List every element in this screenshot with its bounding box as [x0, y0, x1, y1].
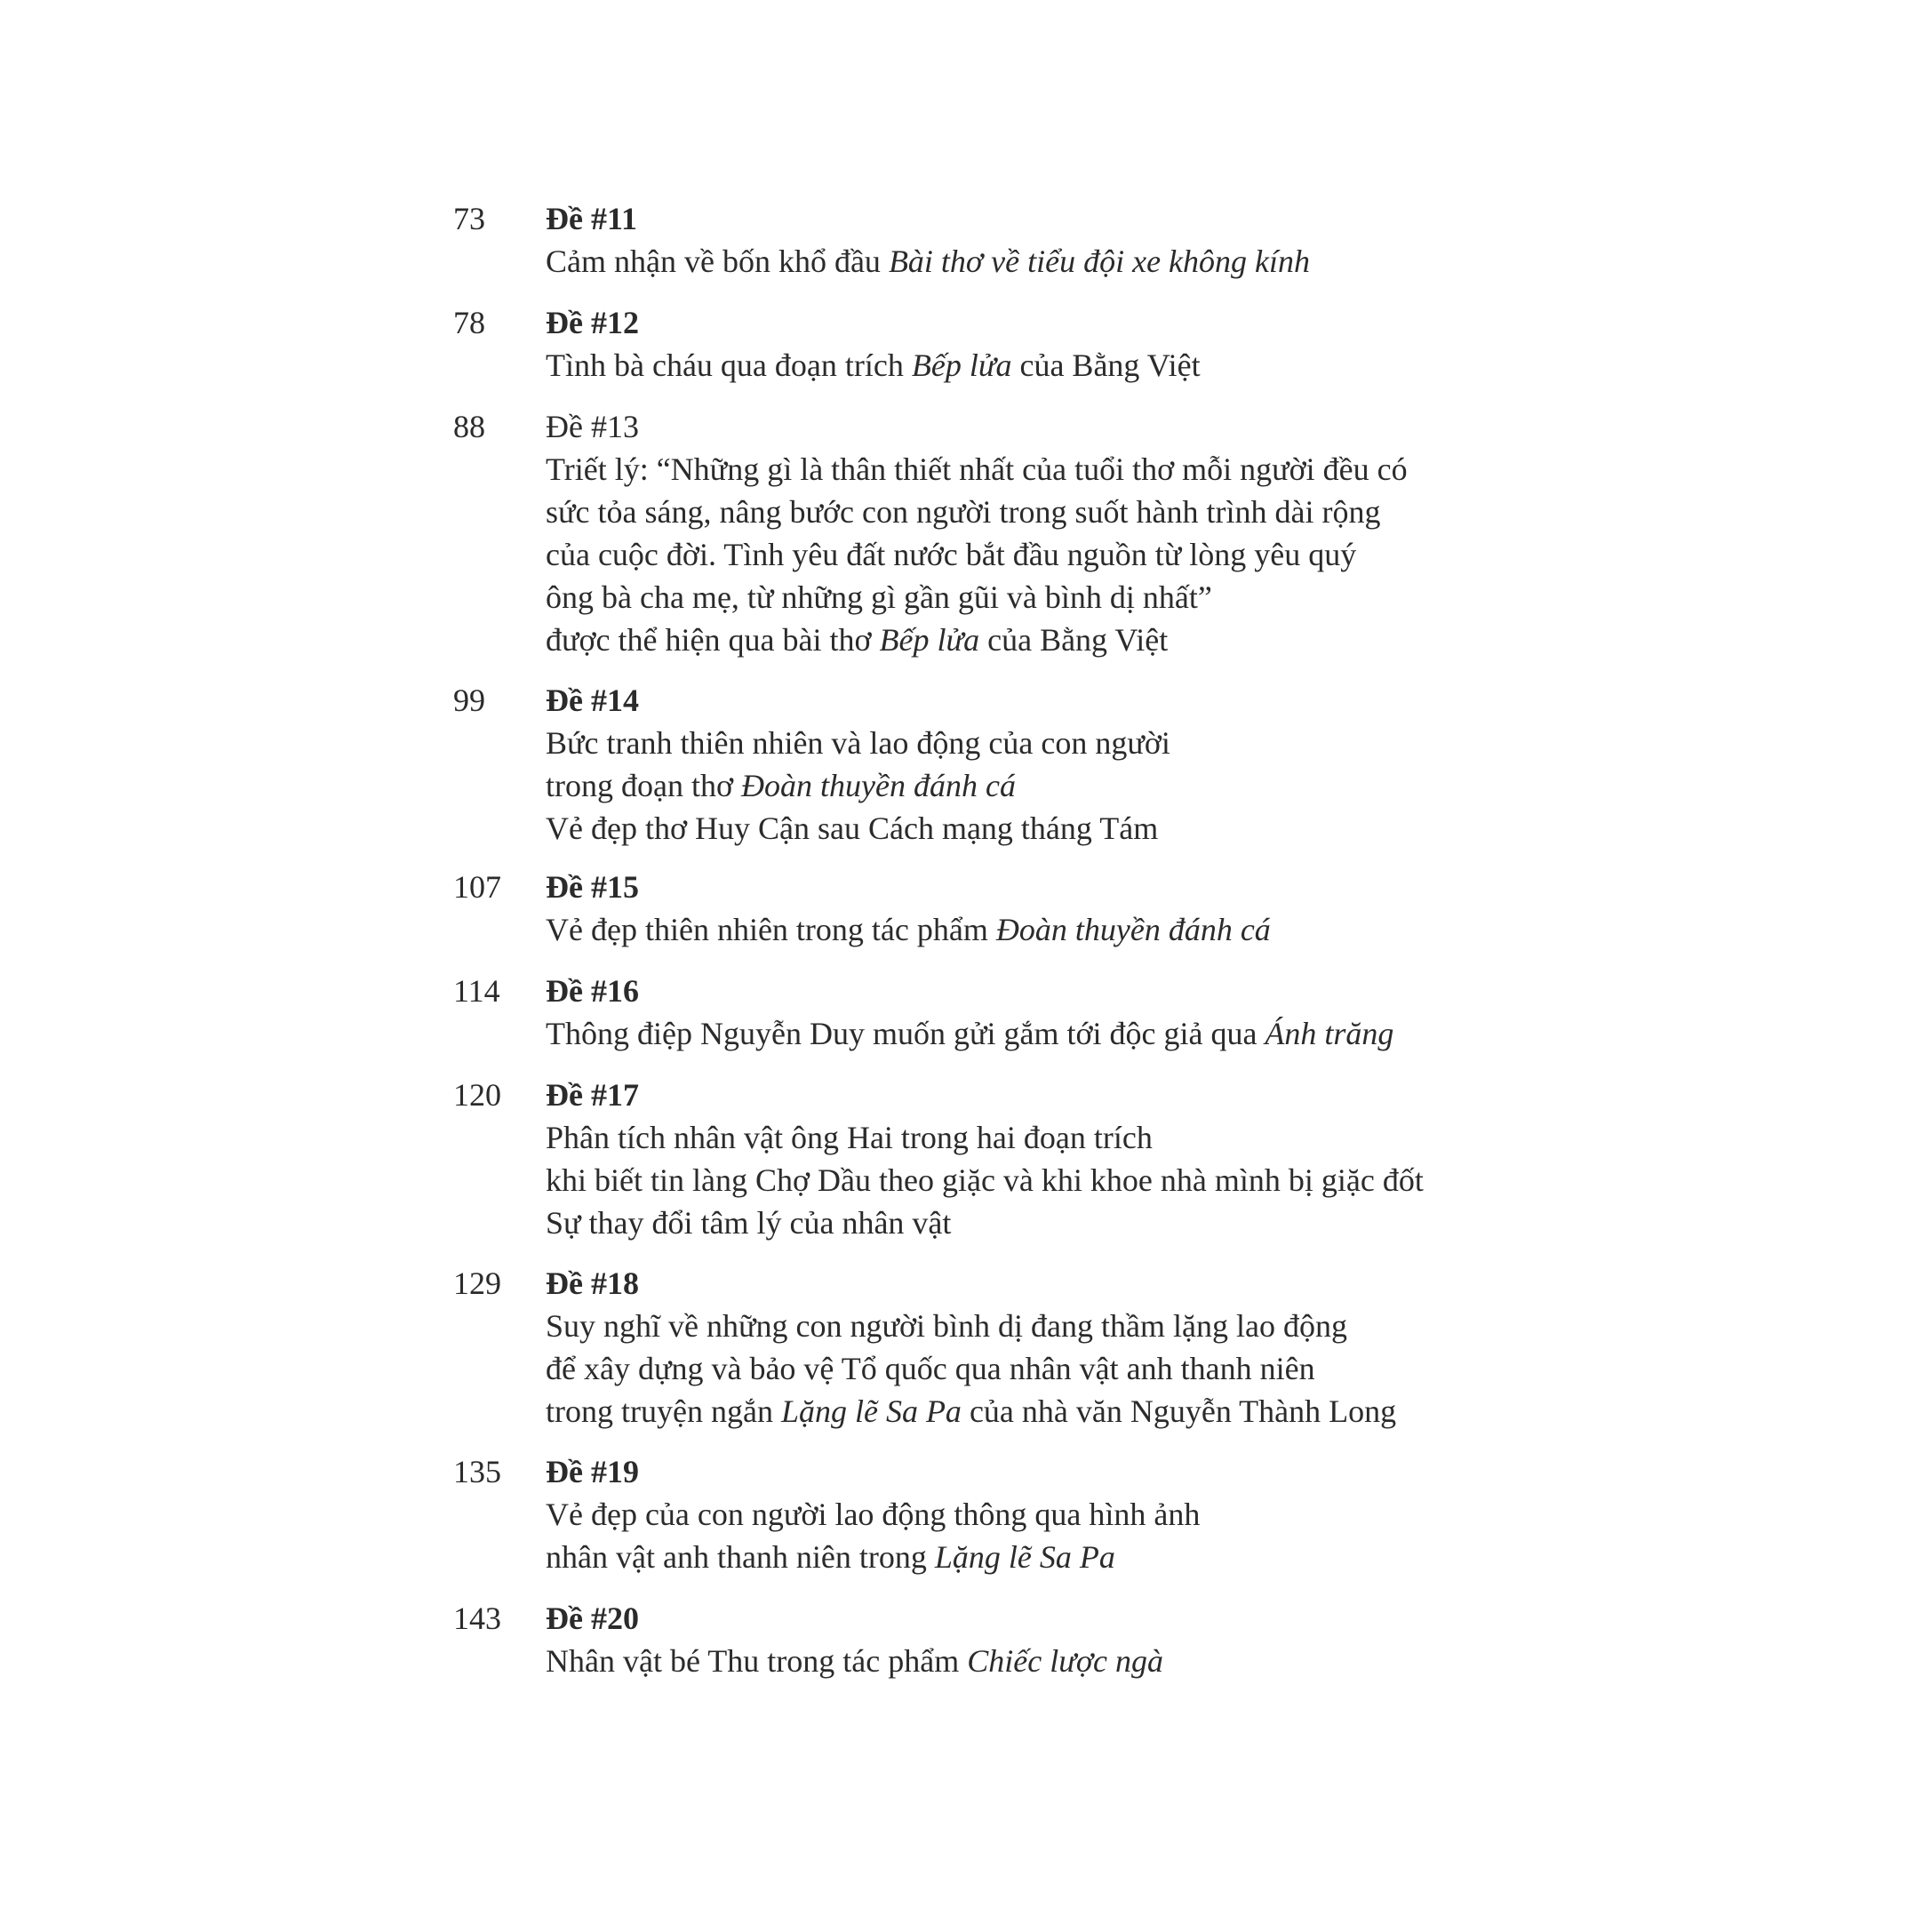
toc-entry-line [546, 908, 1434, 951]
toc-entry-line [546, 1347, 1434, 1390]
toc-page-number: 78 [453, 305, 485, 340]
toc-entry-line [546, 722, 1434, 764]
toc-entry-body [546, 1262, 1434, 1433]
toc-entry-line [546, 807, 1434, 850]
toc-entry-line [546, 491, 1434, 533]
text-segment: Phân tích nhân vật ông Hai trong hai đoạn trích [546, 1120, 1153, 1155]
text-segment: Bức tranh thiên nhiên và lao động của con người [546, 725, 1170, 761]
toc-entry-line [546, 1159, 1434, 1202]
toc-entry-line [546, 619, 1434, 661]
toc-entry-body [546, 1450, 1434, 1578]
toc-page-number: 143 [453, 1601, 501, 1636]
toc-entry-line [546, 533, 1434, 576]
toc-entry-title: Đề #12 [546, 305, 639, 340]
work-title-italic: Chiếc lược ngà [967, 1643, 1164, 1679]
text-segment: Triết lý: “Những gì là thân thiết nhất của tuổi thơ mỗi người đều có [546, 451, 1408, 487]
work-title-italic: Lặng lẽ Sa Pa [934, 1539, 1115, 1575]
toc-entry-body [546, 301, 1434, 387]
toc-entry-body [546, 1597, 1434, 1682]
toc-entry-title: Đề #11 [546, 201, 637, 236]
text-segment: sức tỏa sáng, nâng bước con người trong suốt hành trình dài rộng [546, 494, 1381, 530]
toc-entry-line [546, 1116, 1434, 1159]
toc-page-number: 135 [453, 1454, 501, 1489]
work-title-italic: Bếp lửa [911, 347, 1012, 383]
text-segment: Suy nghĩ về những con người bình dị đang thầm lặng lao động [546, 1308, 1347, 1344]
toc-entry-line [546, 1493, 1434, 1536]
toc-page-number: 120 [453, 1077, 501, 1113]
toc-entry-title: Đề #14 [546, 683, 639, 718]
toc-entry-line [546, 1202, 1434, 1244]
text-segment: Vẻ đẹp thơ Huy Cận sau Cách mạng tháng Tám [546, 810, 1159, 846]
text-segment: khi biết tin làng Chợ Dầu theo giặc và khi khoe nhà mình bị giặc đốt [546, 1162, 1424, 1198]
toc-entry-body [546, 405, 1434, 661]
text-segment: của cuộc đời. Tình yêu đất nước bắt đầu nguồn từ lòng yêu quý [546, 537, 1357, 572]
toc-entry-line [546, 1640, 1434, 1682]
text-segment: được thể hiện qua bài thơ [546, 622, 880, 658]
work-title-italic: Bếp lửa [879, 622, 980, 658]
toc-entry-title: Đề #17 [546, 1077, 639, 1113]
toc-page-number: 99 [453, 683, 485, 718]
text-segment: để xây dựng và bảo vệ Tổ quốc qua nhân vật anh thanh niên [546, 1351, 1315, 1386]
toc-page-number: 107 [453, 869, 501, 905]
toc-entry-line [546, 1012, 1434, 1055]
toc-entry-title: Đề #18 [546, 1265, 639, 1301]
toc-entry-title: Đề #20 [546, 1601, 639, 1636]
toc-entry-line [546, 448, 1434, 491]
toc-entry-line [546, 240, 1434, 283]
work-title-italic: Ánh trăng [1265, 1016, 1394, 1051]
toc-page-number: 114 [453, 973, 500, 1009]
text-segment: của nhà văn Nguyễn Thành Long [961, 1393, 1397, 1429]
text-segment: Vẻ đẹp thiên nhiên trong tác phẩm [546, 912, 996, 947]
text-segment: Cảm nhận về bốn khổ đầu [546, 243, 889, 279]
text-segment: trong đoạn thơ [546, 768, 742, 803]
text-segment: Sự thay đổi tâm lý của nhân vật [546, 1205, 952, 1241]
toc-entry-body [546, 1074, 1434, 1244]
text-segment: trong truyện ngắn [546, 1393, 781, 1429]
text-segment: Vẻ đẹp của con người lao động thông qua hình ảnh [546, 1497, 1201, 1532]
toc-entry-title: Đề #19 [546, 1454, 639, 1489]
work-title-italic: Bài thơ về tiểu đội xe không kính [888, 243, 1311, 279]
work-title-italic: Lặng lẽ Sa Pa [780, 1393, 962, 1429]
toc-entry-line [546, 576, 1434, 619]
text-segment: Tình bà cháu qua đoạn trích [546, 347, 912, 383]
toc-entry-body [546, 197, 1434, 283]
toc-entry-title: Đề #13 [546, 409, 639, 444]
toc-entry-title: Đề #16 [546, 973, 639, 1009]
toc-page-number: 129 [453, 1265, 501, 1301]
toc-page-number: 73 [453, 201, 485, 236]
toc-entry-body [546, 970, 1434, 1055]
toc-entry-title: Đề #15 [546, 869, 639, 905]
text-segment: của Bằng Việt [979, 622, 1169, 658]
toc-page-number: 88 [453, 409, 485, 444]
text-segment: Nhân vật bé Thu trong tác phẩm [546, 1643, 968, 1679]
text-segment: nhân vật anh thanh niên trong [546, 1539, 935, 1575]
toc-entry-body [546, 679, 1434, 850]
text-segment: Thông điệp Nguyễn Duy muốn gửi gắm tới độc giả qua [546, 1016, 1265, 1051]
work-title-italic: Đoàn thuyền đánh cá [995, 912, 1271, 947]
toc-entry-line [546, 1536, 1434, 1578]
toc-entry-body [546, 866, 1434, 951]
text-segment: ông bà cha mẹ, từ những gì gần gũi và bình dị nhất” [546, 579, 1212, 615]
toc-entry-line [546, 1305, 1434, 1347]
toc-entry-line [546, 344, 1434, 387]
text-segment: của Bằng Việt [1011, 347, 1201, 383]
toc-entry-line [546, 764, 1434, 807]
toc-entry-line [546, 1390, 1434, 1433]
work-title-italic: Đoàn thuyền đánh cá [741, 768, 1016, 803]
